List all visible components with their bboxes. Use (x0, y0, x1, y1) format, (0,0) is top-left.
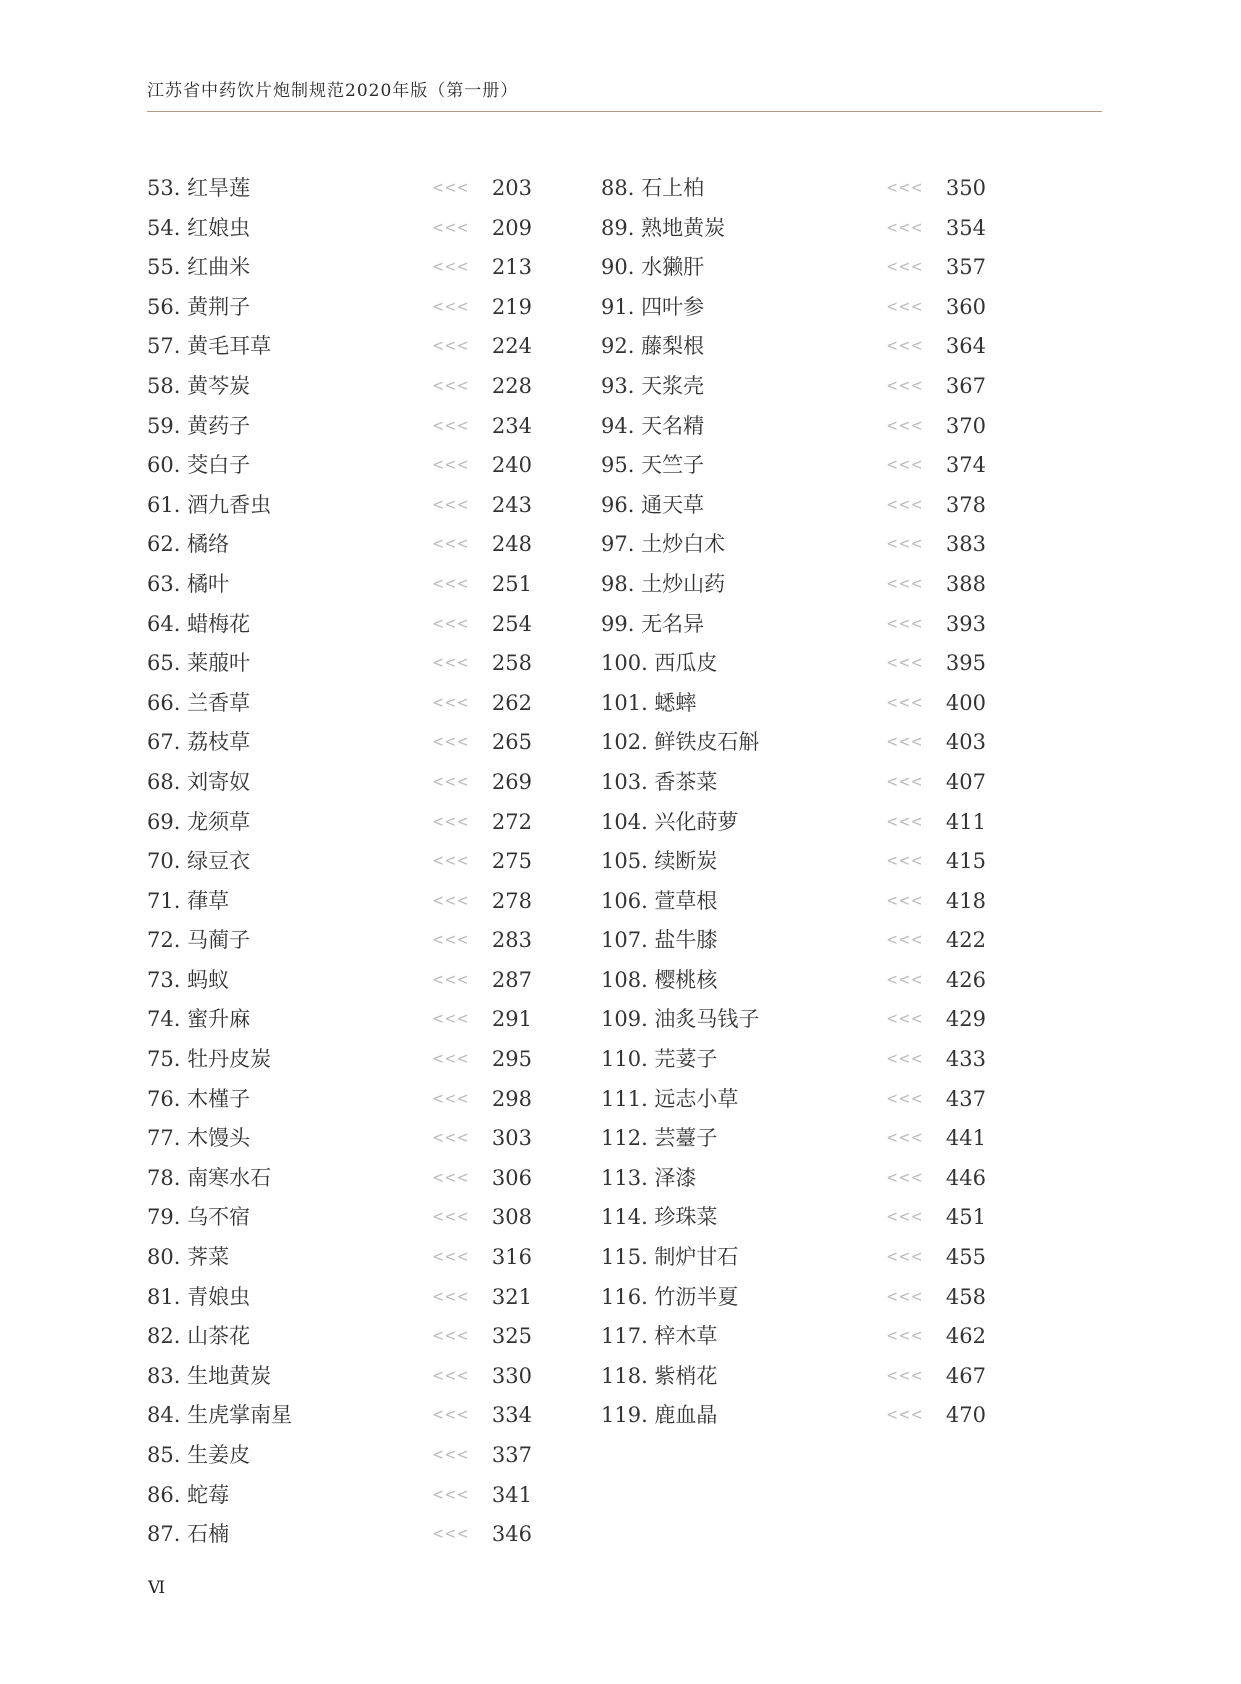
toc-entry (601, 921, 986, 961)
toc-entry-page: 350 (945, 176, 986, 200)
toc-entry-name: 117. 梓木草 (601, 1324, 718, 1349)
toc-entry (147, 1515, 532, 1555)
toc-entry-name: 61. 酒九香虫 (147, 492, 272, 517)
leader-arrows: <<< (433, 1484, 470, 1505)
toc-entry-page: 341 (491, 1482, 532, 1507)
toc-entry-name: 77. 木馒头 (147, 1126, 251, 1151)
toc-entry (601, 209, 986, 249)
toc-entry-name: 73. 蚂蚁 (147, 967, 230, 992)
toc-entry-name: 92. 藤梨根 (601, 334, 705, 359)
toc-entry-name: 115. 制炉甘石 (601, 1245, 739, 1270)
leader-arrows: <<< (887, 692, 924, 713)
toc-entry-page: 446 (945, 1165, 986, 1190)
leader-arrows: <<< (887, 534, 924, 555)
toc-entry (601, 446, 986, 486)
toc-entry-name: 103. 香茶菜 (601, 769, 718, 794)
toc-entry-name: 70. 绿豆衣 (147, 849, 251, 874)
toc-entry (147, 446, 532, 486)
toc-entry (147, 327, 532, 367)
leader-arrows: <<< (433, 296, 470, 317)
toc-entry-page: 269 (491, 769, 532, 794)
toc-entry-page: 224 (491, 334, 532, 359)
toc-entry-name: 62. 橘络 (147, 532, 230, 557)
toc-entry-page: 383 (945, 532, 986, 557)
toc-entry-name: 101. 蟋蟀 (601, 690, 697, 715)
toc-entry-name: 83. 生地黄炭 (147, 1363, 272, 1388)
toc-entry (147, 209, 532, 249)
toc-entry-page: 278 (491, 888, 532, 913)
leader-arrows: <<< (433, 811, 470, 832)
toc-entry (147, 1080, 532, 1120)
toc-entry (601, 882, 986, 922)
leader-arrows: <<< (433, 415, 470, 436)
toc-entry (601, 842, 986, 882)
toc-entry-page: 458 (945, 1284, 986, 1309)
leader-arrows: <<< (887, 573, 924, 594)
leader-arrows: <<< (887, 890, 924, 911)
toc-entry (601, 1278, 986, 1318)
leader-arrows: <<< (433, 930, 470, 951)
toc-entry-page: 203 (491, 176, 532, 200)
toc-entry-page: 395 (945, 651, 986, 676)
toc-entry-name: 78. 南寒水石 (147, 1165, 272, 1190)
toc-entry-page: 295 (491, 1047, 532, 1072)
leader-arrows: <<< (887, 1049, 924, 1070)
leader-arrows: <<< (433, 1286, 470, 1307)
toc-entry-name: 75. 牡丹皮炭 (147, 1047, 272, 1072)
leader-arrows: <<< (433, 1247, 470, 1268)
leader-arrows: <<< (433, 613, 470, 634)
toc-entry-name: 116. 竹沥半夏 (601, 1284, 739, 1309)
toc-entry-page: 422 (945, 928, 986, 953)
toc-entry-page: 393 (945, 611, 986, 636)
leader-arrows: <<< (887, 1167, 924, 1188)
toc-entry-name: 67. 荔枝草 (147, 730, 251, 755)
toc-entry-page: 334 (491, 1403, 532, 1428)
toc-entry-name: 118. 紫梢花 (601, 1363, 718, 1388)
toc-entry-name: 94. 天名精 (601, 413, 705, 438)
leader-arrows: <<< (887, 217, 924, 238)
toc-entry (601, 1238, 986, 1278)
toc-entry-name: 111. 远志小草 (601, 1086, 739, 1111)
toc-entry-name: 64. 蜡梅花 (147, 611, 251, 636)
leader-arrows: <<< (433, 1524, 470, 1545)
toc-entry-name: 119. 鹿血晶 (601, 1403, 718, 1428)
leader-arrows: <<< (887, 257, 924, 278)
toc-entry (601, 605, 986, 645)
toc-entry (601, 1080, 986, 1120)
toc-entry-name: 88. 石上柏 (601, 176, 705, 200)
toc-entry-page: 467 (945, 1363, 986, 1388)
toc-entry (601, 367, 986, 407)
toc-entry-page: 298 (491, 1086, 532, 1111)
toc-entry-page: 316 (491, 1245, 532, 1270)
leader-arrows: <<< (887, 1326, 924, 1347)
toc-entry (147, 1040, 532, 1080)
toc-entry-page: 287 (491, 967, 532, 992)
leader-arrows: <<< (887, 653, 924, 674)
toc-entry-page: 219 (491, 294, 532, 319)
toc-entry-name: 99. 无名异 (601, 611, 705, 636)
leader-arrows: <<< (887, 494, 924, 515)
toc-entry-name: 56. 黄荆子 (147, 294, 251, 319)
toc-entry-name: 98. 土炒山药 (601, 571, 726, 596)
toc-entry (147, 486, 532, 526)
toc-entry-page: 433 (945, 1047, 986, 1072)
toc-entry (147, 525, 532, 565)
leader-arrows: <<< (433, 494, 470, 515)
toc-entry (147, 882, 532, 922)
leader-arrows: <<< (887, 613, 924, 634)
leader-arrows: <<< (433, 534, 470, 555)
leader-arrows: <<< (887, 1247, 924, 1268)
toc-entry-page: 330 (491, 1363, 532, 1388)
toc-entry (601, 327, 986, 367)
toc-entry (601, 1040, 986, 1080)
leader-arrows: <<< (433, 573, 470, 594)
leader-arrows: <<< (433, 1445, 470, 1465)
toc-entry-name: 106. 萱草根 (601, 888, 718, 913)
leader-arrows: <<< (433, 1405, 470, 1426)
toc-entry (147, 288, 532, 328)
toc-entry (601, 1159, 986, 1199)
toc-entry (601, 723, 986, 763)
toc-entry (147, 1278, 532, 1318)
leader-arrows: <<< (433, 1088, 470, 1109)
toc-entry-name: 113. 泽漆 (601, 1165, 697, 1190)
toc-entry (147, 1436, 532, 1476)
leader-arrows: <<< (887, 969, 924, 990)
toc-entry (147, 1357, 532, 1397)
page-number: Ⅵ (148, 1578, 166, 1598)
toc-entry-name: 55. 红曲米 (147, 255, 251, 280)
toc-entry (147, 1159, 532, 1199)
toc-entry (147, 961, 532, 1001)
leader-arrows: <<< (433, 890, 470, 911)
toc-entry-page: 367 (945, 373, 986, 398)
toc-entry (147, 169, 532, 209)
toc-entry-name: 97. 土炒白术 (601, 532, 726, 557)
toc-entry-page: 283 (491, 928, 532, 953)
toc-entry-name: 108. 樱桃核 (601, 967, 718, 992)
toc-entry (601, 1119, 986, 1159)
toc-entry (147, 763, 532, 803)
leader-arrows: <<< (433, 1049, 470, 1070)
toc-right-column (601, 169, 986, 1436)
toc-entry-page: 426 (945, 967, 986, 992)
toc-entry-page: 228 (491, 373, 532, 398)
leader-arrows: <<< (433, 692, 470, 713)
toc-entry (147, 723, 532, 763)
toc-entry (147, 803, 532, 843)
toc-entry-page: 234 (491, 413, 532, 438)
toc-entry-page: 400 (945, 690, 986, 715)
leader-arrows: <<< (433, 455, 470, 476)
toc-entry-page: 265 (491, 730, 532, 755)
toc-entry-name: 86. 蛇莓 (147, 1482, 230, 1507)
toc-entry (147, 1119, 532, 1159)
leader-arrows: <<< (433, 1167, 470, 1188)
leader-arrows: <<< (887, 851, 924, 872)
toc-entry-name: 90. 水獭肝 (601, 255, 705, 280)
toc-entry-page: 254 (491, 611, 532, 636)
toc-entry-page: 388 (945, 571, 986, 596)
toc-entry (147, 1198, 532, 1238)
toc-entry (601, 803, 986, 843)
leader-arrows: <<< (887, 930, 924, 951)
toc-entry (147, 565, 532, 605)
toc-entry (147, 921, 532, 961)
leader-arrows: <<< (887, 1365, 924, 1386)
toc-entry-page: 248 (491, 532, 532, 557)
toc-entry (601, 248, 986, 288)
toc-entry-name: 102. 鲜铁皮石斛 (601, 730, 760, 755)
leader-arrows: <<< (433, 771, 470, 792)
toc-entry (601, 288, 986, 328)
toc-entry-page: 262 (491, 690, 532, 715)
toc-entry-name: 85. 生姜皮 (147, 1443, 251, 1467)
toc-entry-name: 71. 葎草 (147, 888, 230, 913)
toc-entry-page: 354 (945, 215, 986, 240)
toc-entry-name: 95. 天竺子 (601, 453, 705, 478)
leader-arrows: <<< (887, 415, 924, 436)
toc-entry-page: 291 (491, 1007, 532, 1032)
toc-entry (147, 367, 532, 407)
toc-entry-page: 378 (945, 492, 986, 517)
toc-entry (601, 1396, 986, 1436)
toc-entry-name: 53. 红旱莲 (147, 176, 251, 200)
toc-entry-page: 321 (491, 1284, 532, 1309)
toc-entry-name: 66. 兰香草 (147, 690, 251, 715)
leader-arrows: <<< (433, 336, 470, 357)
toc-entry-name: 79. 乌不宿 (147, 1205, 251, 1230)
toc-entry (601, 644, 986, 684)
leader-arrows: <<< (433, 1326, 470, 1347)
toc-entry-page: 325 (491, 1324, 532, 1349)
leader-arrows: <<< (433, 375, 470, 396)
leader-arrows: <<< (887, 1286, 924, 1307)
toc-entry-page: 346 (491, 1522, 532, 1547)
toc-entry-name: 100. 西瓜皮 (601, 651, 718, 676)
toc-entry (601, 684, 986, 724)
toc-entry-page: 411 (945, 809, 986, 834)
toc-entry-name: 74. 蜜升麻 (147, 1007, 251, 1032)
toc-entry-name: 76. 木槿子 (147, 1086, 251, 1111)
toc-entry (147, 644, 532, 684)
header-rule (147, 111, 1102, 112)
toc-entry (147, 1476, 532, 1516)
toc-entry-page: 337 (491, 1443, 532, 1467)
toc-entry (147, 684, 532, 724)
toc-entry-name: 91. 四叶参 (601, 294, 705, 319)
toc-entry (601, 169, 986, 209)
toc-entry-page: 306 (491, 1165, 532, 1190)
toc-entry-name: 68. 刘寄奴 (147, 769, 251, 794)
toc-entry-page: 275 (491, 849, 532, 874)
toc-entry-name: 109. 油炙马钱子 (601, 1007, 760, 1032)
leader-arrows: <<< (887, 771, 924, 792)
toc-entry (147, 1396, 532, 1436)
toc-entry (147, 842, 532, 882)
leader-arrows: <<< (433, 851, 470, 872)
toc-entry-page: 403 (945, 730, 986, 755)
toc-entry-name: 63. 橘叶 (147, 571, 230, 596)
toc-entry-name: 60. 茭白子 (147, 453, 251, 478)
toc-entry-name: 107. 盐牛膝 (601, 928, 718, 953)
toc-entry-page: 451 (945, 1205, 986, 1230)
leader-arrows: <<< (887, 1405, 924, 1426)
toc-entry-name: 80. 荠菜 (147, 1245, 230, 1270)
toc-entry (601, 565, 986, 605)
toc-entry-name: 96. 通天草 (601, 492, 705, 517)
leader-arrows: <<< (433, 1009, 470, 1030)
toc-entry (601, 1317, 986, 1357)
toc-entry-name: 65. 莱菔叶 (147, 651, 251, 676)
toc-entry (147, 407, 532, 447)
toc-entry-name: 69. 龙须草 (147, 809, 251, 834)
toc-entry-name: 82. 山茶花 (147, 1324, 251, 1349)
toc-entry-page: 370 (945, 413, 986, 438)
toc-entry-page: 470 (945, 1403, 986, 1428)
leader-arrows: <<< (887, 1128, 924, 1149)
leader-arrows: <<< (887, 375, 924, 396)
leader-arrows: <<< (433, 969, 470, 990)
leader-arrows: <<< (433, 257, 470, 278)
toc-entry (601, 1198, 986, 1238)
toc-entry-page: 437 (945, 1086, 986, 1111)
toc-entry-page: 462 (945, 1324, 986, 1349)
toc-entry-name: 104. 兴化莳萝 (601, 809, 739, 834)
leader-arrows: <<< (433, 732, 470, 753)
toc-entry (601, 486, 986, 526)
toc-left-column (147, 169, 532, 1555)
toc-entry (147, 248, 532, 288)
leader-arrows: <<< (887, 732, 924, 753)
toc-entry-page: 258 (491, 651, 532, 676)
toc-entry-name: 72. 马蔺子 (147, 928, 251, 953)
leader-arrows: <<< (887, 296, 924, 317)
toc-entry-name: 58. 黄芩炭 (147, 373, 251, 398)
toc-entry-name: 93. 天浆壳 (601, 373, 705, 398)
leader-arrows: <<< (433, 653, 470, 674)
leader-arrows: <<< (433, 1128, 470, 1149)
toc-entry-page: 407 (945, 769, 986, 794)
leader-arrows: <<< (433, 217, 470, 238)
toc-entry-name: 110. 芫荽子 (601, 1047, 718, 1072)
toc-entry-name: 89. 熟地黄炭 (601, 215, 726, 240)
toc-entry (147, 605, 532, 645)
toc-entry-page: 240 (491, 453, 532, 478)
toc-entry-page: 251 (491, 571, 532, 596)
toc-entry-page: 209 (491, 215, 532, 240)
toc-entry-page: 360 (945, 294, 986, 319)
leader-arrows: <<< (887, 811, 924, 832)
toc-entry-page: 272 (491, 809, 532, 834)
toc-entry-page: 357 (945, 255, 986, 280)
leader-arrows: <<< (887, 336, 924, 357)
leader-arrows: <<< (887, 178, 924, 198)
leader-arrows: <<< (887, 1207, 924, 1228)
toc-entry-page: 455 (945, 1245, 986, 1270)
toc-entry-name: 114. 珍珠菜 (601, 1205, 718, 1230)
toc-entry (147, 1238, 532, 1278)
toc-entry-name: 87. 石楠 (147, 1522, 230, 1547)
toc-entry (601, 763, 986, 803)
toc-entry-name: 59. 黄药子 (147, 413, 251, 438)
toc-entry-name: 84. 生虎掌南星 (147, 1403, 293, 1428)
leader-arrows: <<< (887, 1009, 924, 1030)
toc-entry (147, 1317, 532, 1357)
toc-entry-page: 441 (945, 1126, 986, 1151)
toc-entry (601, 1000, 986, 1040)
leader-arrows: <<< (433, 1365, 470, 1386)
leader-arrows: <<< (433, 178, 470, 198)
toc-entry-page: 374 (945, 453, 986, 478)
leader-arrows: <<< (887, 455, 924, 476)
leader-arrows: <<< (887, 1088, 924, 1109)
toc-entry-name: 105. 续断炭 (601, 849, 718, 874)
toc-entry-name: 54. 红娘虫 (147, 215, 251, 240)
toc-entry-page: 415 (945, 849, 986, 874)
toc-entry-page: 213 (491, 255, 532, 280)
toc-entry (601, 525, 986, 565)
toc-entry-page: 429 (945, 1007, 986, 1032)
toc-entry (601, 407, 986, 447)
toc-entry-name: 57. 黄毛耳草 (147, 334, 272, 359)
leader-arrows: <<< (433, 1207, 470, 1228)
toc-entry-name: 81. 青娘虫 (147, 1284, 251, 1309)
toc-entry (601, 961, 986, 1001)
toc-entry-name: 112. 芸薹子 (601, 1126, 718, 1151)
toc-entry-page: 308 (491, 1205, 532, 1230)
toc-entry-page: 418 (945, 888, 986, 913)
toc-entry-page: 364 (945, 334, 986, 359)
running-header: 江苏省中药饮片炮制规范2020年版（第一册） (147, 81, 519, 101)
toc-entry-page: 243 (491, 492, 532, 517)
toc-entry (601, 1357, 986, 1397)
toc-entry-page: 303 (491, 1126, 532, 1151)
toc-entry (147, 1000, 532, 1040)
